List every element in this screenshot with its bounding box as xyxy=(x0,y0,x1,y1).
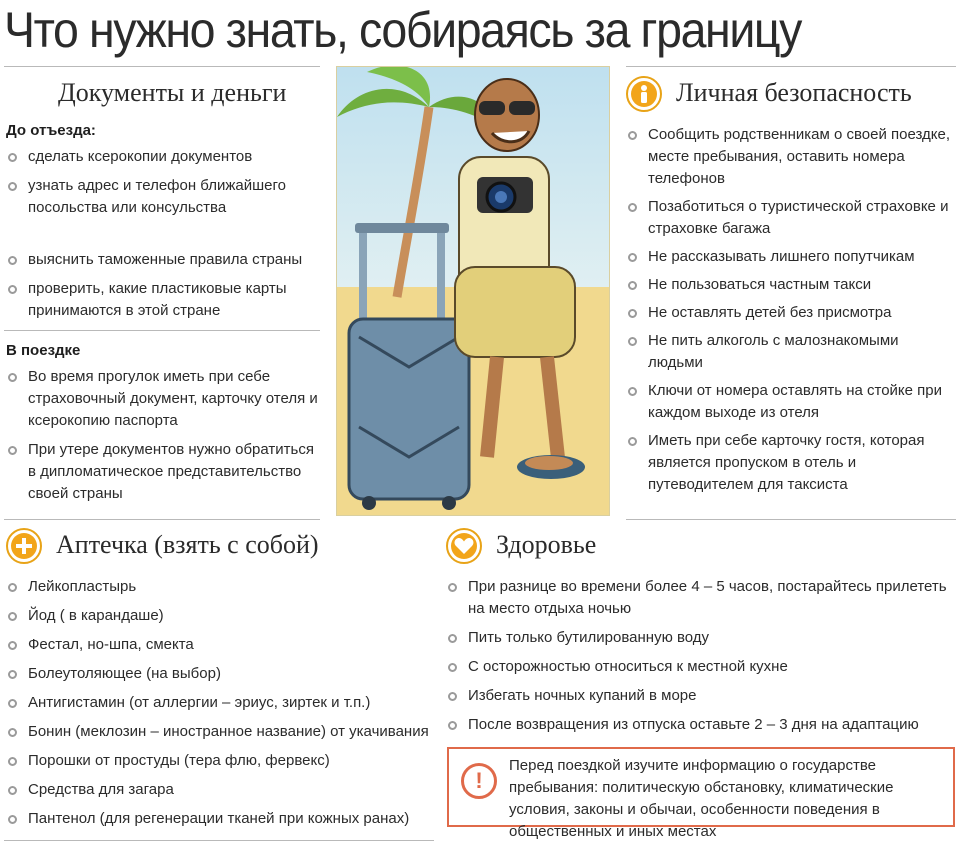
subheading-before: До отъезда: xyxy=(6,122,96,139)
list-item: сделать ксерокопии документов xyxy=(6,146,316,168)
warning-text: Перед поездкой изучите информацию о государстве пребывания: политическую обстановку, климатические условия, законы и обычаи, особенности поведения в общественных и иных местах xyxy=(509,757,894,840)
section-heading-kit: Аптечка (взять с собой) xyxy=(56,530,319,559)
divider-top-right xyxy=(626,66,956,67)
list-item: узнать адрес и телефон ближайшего посольства или консульства xyxy=(6,175,316,219)
traveler-illustration xyxy=(336,66,610,516)
list-item: проверить, какие пластиковые карты принимаются в этой стране xyxy=(6,278,316,322)
list-safety xyxy=(626,124,956,496)
list-item: После возвращения из отпуска оставьте 2 – 3 дня на адаптацию xyxy=(446,714,956,736)
section-heading-health: Здоровье xyxy=(496,530,597,559)
section-heading-docs: Документы и деньги xyxy=(58,78,287,107)
traveler-image xyxy=(337,67,610,516)
exclamation-icon: ! xyxy=(461,763,497,799)
subheading-trip: В поездке xyxy=(6,342,81,359)
list-item: Иметь при себе карточку гостя, которая является пропуском в отель и путеводителем для таксиста xyxy=(626,430,956,496)
list-item: Избегать ночных купаний в море xyxy=(446,685,956,707)
list-health xyxy=(446,576,956,736)
list-item: При разнице во времени более 4 – 5 часов, постарайтесь прилететь на место отдыха ночью xyxy=(446,576,956,620)
list-item: выяснить таможенные правила страны xyxy=(6,249,316,271)
list-item: Сообщить родственникам о своей поездке, месте пребывания, оставить номера телефонов xyxy=(626,124,956,190)
divider-mid-right xyxy=(626,519,956,520)
list-item: При утере документов нужно обратиться в дипломатическое представительство своей страны xyxy=(6,439,318,505)
list-item: Йод ( в карандаше) xyxy=(6,605,436,627)
list-item: Бонин (меклозин – иностранное название) от укачивания xyxy=(6,721,436,743)
list-item: Болеутоляющее (на выбор) xyxy=(6,663,436,685)
heart-icon xyxy=(446,528,482,564)
list-trip xyxy=(6,366,318,505)
list-kit xyxy=(6,576,436,830)
plus-icon xyxy=(6,528,42,564)
divider-bottom-left xyxy=(4,840,434,841)
list-item: Ключи от номера оставлять на стойке при каждом выходе из отеля xyxy=(626,380,956,424)
person-icon xyxy=(626,76,662,112)
list-item: Фестал, но-шпа, смекта xyxy=(6,634,436,656)
list-item: Не пользоваться частным такси xyxy=(626,274,956,296)
section-heading-safety: Личная безопасность xyxy=(676,78,912,107)
list-item: Антигистамин (от аллергии – эриус, зиртек и т.п.) xyxy=(6,692,436,714)
list-item: Не пить алкоголь с малознакомыми людьми xyxy=(626,330,956,374)
list-item: Лейкопластырь xyxy=(6,576,436,598)
list-item: Позаботиться о туристической страховке и страховке багажа xyxy=(626,196,956,240)
divider-docs-mid xyxy=(4,330,320,331)
warning-box xyxy=(447,747,955,840)
list-item: Пить только бутилированную воду xyxy=(446,627,956,649)
list-item: Во время прогулок иметь при себе страховочный документ, карточку отеля и ксерокопию паспорта xyxy=(6,366,318,432)
divider-mid-left xyxy=(4,519,320,520)
page-title: Что нужно знать, собираясь за границу xyxy=(4,2,802,58)
list-item: Пантенол (для регенерации тканей при кожных ранах) xyxy=(6,808,436,830)
list-item: Средства для загара xyxy=(6,779,436,801)
list-item: Не рассказывать лишнего попутчикам xyxy=(626,246,956,268)
list-item: С осторожностью относиться к местной кухне xyxy=(446,656,956,678)
list-item: Порошки от простуды (тера флю, фервекс) xyxy=(6,750,436,772)
divider-top-left xyxy=(4,66,320,67)
list-item: Не оставлять детей без присмотра xyxy=(626,302,956,324)
list-before xyxy=(6,146,316,322)
